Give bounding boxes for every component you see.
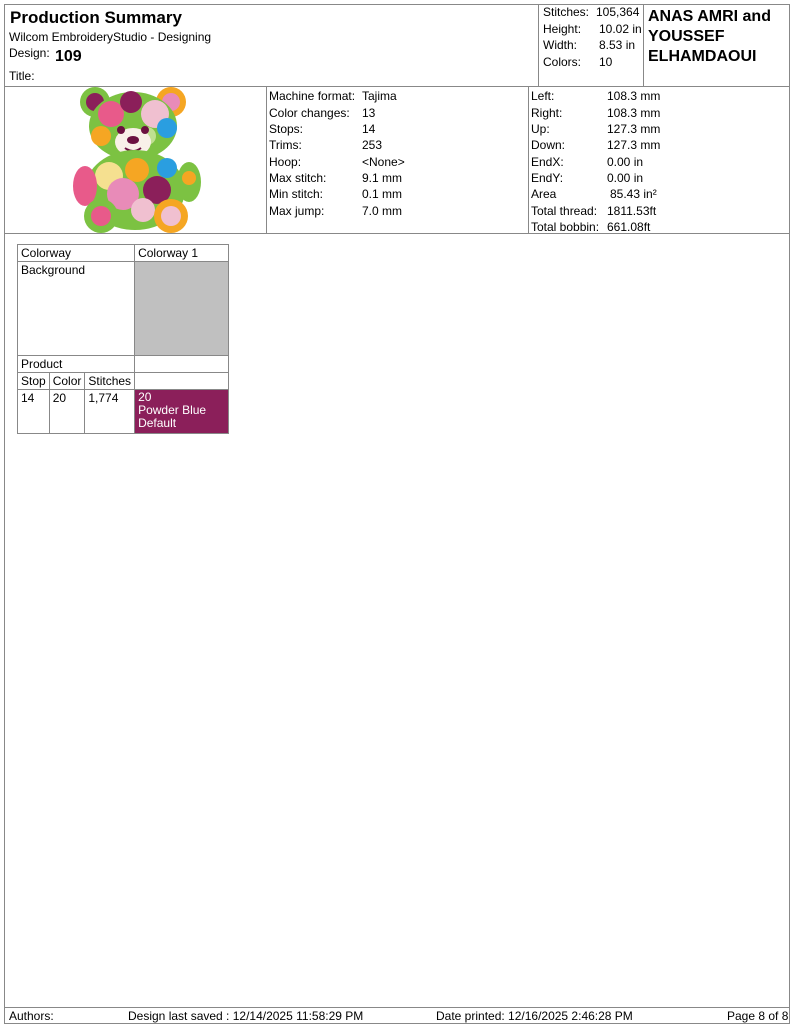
info-label: Left: xyxy=(531,89,555,103)
info-value: 1811.53ft xyxy=(607,204,657,218)
info-label: Stops: xyxy=(269,122,304,136)
title-label: Title: xyxy=(9,69,35,83)
software-name: Wilcom EmbroideryStudio - Designing xyxy=(9,30,212,44)
background-row xyxy=(18,262,229,356)
last-saved: Design last saved : 12/14/2025 11:58:29 PM xyxy=(128,1009,364,1023)
production-summary-page xyxy=(4,4,790,1024)
info-label: Min stitch: xyxy=(269,187,324,201)
page-footer xyxy=(5,1007,791,1024)
info-value: 14 xyxy=(362,122,376,136)
page-number: Page 8 of 8 xyxy=(727,1009,789,1023)
column-header: Stitches xyxy=(85,373,135,390)
info-label: Area xyxy=(531,187,557,201)
stitches-cell: 1,774 xyxy=(85,390,135,434)
stat-label: Stitches: xyxy=(543,5,590,19)
table-row xyxy=(18,390,229,434)
background-swatch xyxy=(135,262,229,356)
colorway-name: Colorway 1 xyxy=(135,245,229,262)
product-label: Product xyxy=(18,356,135,373)
info-label: Down: xyxy=(531,138,566,152)
thread-name: Powder Blue xyxy=(138,403,207,417)
colorway-table xyxy=(17,244,229,434)
info-value: 0.00 in xyxy=(607,171,644,185)
info-label: Trims: xyxy=(269,138,302,152)
date-printed: Date printed: 12/16/2025 2:46:28 PM xyxy=(436,1009,633,1023)
thread-swatch xyxy=(135,390,229,434)
divider xyxy=(266,86,267,233)
info-label: EndX: xyxy=(531,155,564,169)
info-value: 9.1 mm xyxy=(362,171,403,185)
stat-value: 10 xyxy=(599,55,613,69)
info-value: 0.1 mm xyxy=(362,187,403,201)
author-name: ANAS AMRI and YOUSSEF ELHAMDAOUI xyxy=(648,8,771,65)
info-value: 108.3 mm xyxy=(607,106,661,120)
stat-label: Height: xyxy=(543,22,582,36)
info-value: 108.3 mm xyxy=(607,89,661,103)
design-preview-image xyxy=(71,86,203,234)
info-value: 13 xyxy=(362,106,376,120)
background-label: Background xyxy=(18,262,135,356)
info-label: Up: xyxy=(531,122,550,136)
info-value: 661.08ft xyxy=(607,220,651,234)
colorway-header-row xyxy=(18,245,229,262)
info-value: 85.43 in² xyxy=(610,187,657,201)
authors-label: Authors: xyxy=(9,1009,54,1023)
info-label: Max jump: xyxy=(269,204,325,218)
stat-value: 8.53 in xyxy=(599,38,636,52)
info-label: Right: xyxy=(531,106,563,120)
column-header: Color xyxy=(49,373,85,390)
page-title: Production Summary xyxy=(10,8,182,27)
empty-cell xyxy=(135,356,229,373)
info-label: Total thread: xyxy=(531,204,598,218)
stop-cell: 14 xyxy=(18,390,50,434)
thread-code: 20 xyxy=(138,390,152,404)
stat-label: Colors: xyxy=(543,55,582,69)
info-value: <None> xyxy=(362,155,405,169)
info-value: 7.0 mm xyxy=(362,204,403,218)
product-row xyxy=(18,356,229,373)
info-value: 127.3 mm xyxy=(607,138,661,152)
extent-info xyxy=(531,89,786,233)
design-number: 109 xyxy=(55,48,82,65)
column-header: Stop xyxy=(18,373,50,390)
column-header-row xyxy=(18,373,229,390)
stat-value: 105,364 xyxy=(596,5,640,19)
stat-label: Width: xyxy=(543,38,578,52)
info-label: Total bobbin: xyxy=(531,220,600,234)
divider xyxy=(528,86,529,233)
info-value: 127.3 mm xyxy=(607,122,661,136)
thread-brand: Default xyxy=(138,416,177,430)
machine-info xyxy=(269,89,524,229)
divider xyxy=(538,5,539,86)
colorway-label: Colorway xyxy=(18,245,135,262)
info-label: Color changes: xyxy=(269,106,350,120)
info-value: 253 xyxy=(362,138,383,152)
stat-value: 10.02 in xyxy=(599,22,642,36)
info-label: Hoop: xyxy=(269,155,302,169)
divider xyxy=(643,5,644,86)
info-label: Machine format: xyxy=(269,89,356,103)
color-cell: 20 xyxy=(49,390,85,434)
info-label: Max stitch: xyxy=(269,171,327,185)
empty-cell xyxy=(135,373,229,390)
design-label: Design: xyxy=(9,46,50,60)
info-value: Tajima xyxy=(362,89,397,103)
info-label: EndY: xyxy=(531,171,564,185)
info-value: 0.00 in xyxy=(607,155,644,169)
